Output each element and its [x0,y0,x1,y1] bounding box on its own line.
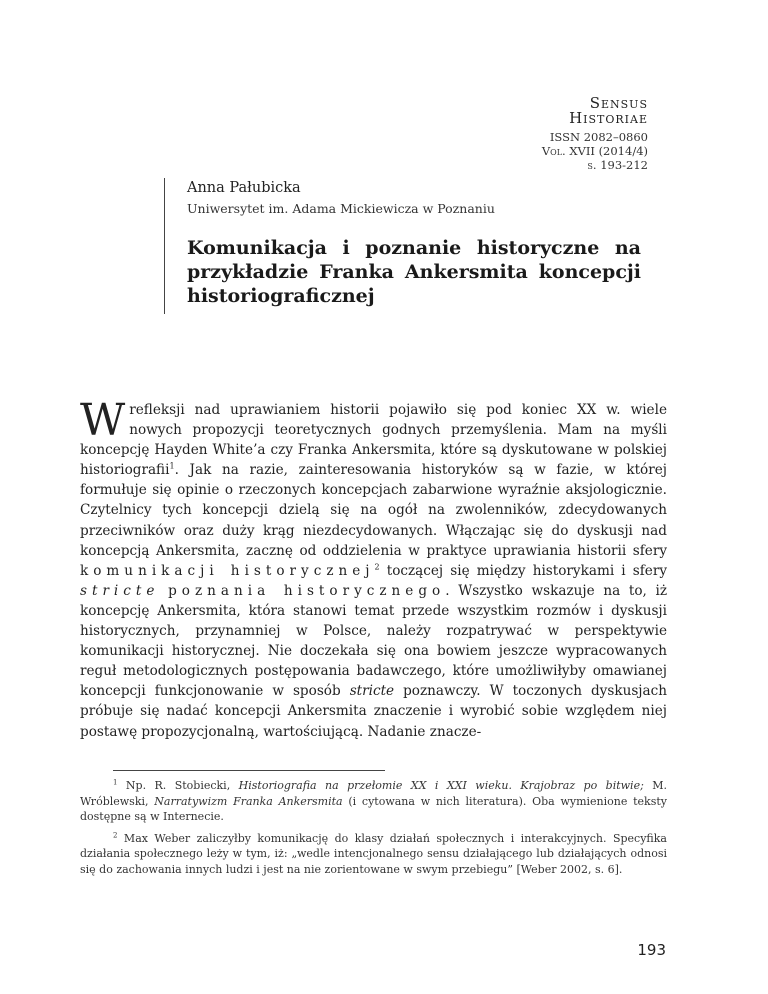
text-run: toczącej się między historykami i sfery [379,562,667,579]
journal-header [542,96,648,172]
text-run: poznawczy. W toczonych dyskusjach próbuje się nadać koncepcji Ankersmita znaczenie i wyrobić sobie względem niej postawę propozycjonalną, wartościującą. Nadanie znacze- [80,683,667,740]
journal-title-line1: Sensus [589,94,648,112]
author-name: Anna Pałubicka [187,180,301,196]
footnote-text: (i cytowana w nich literatura). Oba wymienione teksty dostępne są w Internecie. [80,794,668,823]
journal-title-line2: Historiae [569,109,648,127]
footnote-italic: Narratywizm Franka Ankersmita [154,794,343,808]
spaced-term: poznania historycznego [168,582,446,599]
article-title: Komunikacja i poznanie historyczne na przykładzie Franka Ankersmita koncepcji historiograficznej [187,237,641,307]
footnotes [80,778,667,883]
text-run [159,583,168,599]
footnote-2 [80,831,667,878]
author-affiliation: Uniwersytet im. Adama Mickiewicza w Poznaniu [187,201,495,216]
text-run: refleksji nad uprawianiem historii pojawiło się pod koniec XX w. wiele nowych propozycji teoretycznych godnych przemyślenia. Mam na myśli koncepcję Hayden White’a czy Franka Ankersmita, które są dyskutowane w polskiej historiografii [80,402,667,479]
footnote-number: 1 [113,778,118,787]
journal-meta [542,130,648,172]
journal-volume: Vol. XVII (2014/4) [541,144,648,158]
italic-term: stricte [349,683,395,700]
paragraph [80,395,667,742]
spaced-italic-term: stricte [80,582,160,599]
footnote-ref-1[interactable]: 1 [169,461,175,471]
footnote-text: Np. R. Stobiecki, [117,779,239,792]
text-run: . Jak na razie, zainteresowania historyków są w fazie, w której formułuje się opinie o rzeczonych koncepcjach zabarwione wyraźnie aksjologicznie. Czytelnicy tych koncepcji dzielą się na ogół na zwolenników, zdecydowanych przeciwników oraz duży krąg niezdecydowanych. Włączając się do dyskusji nad koncepcją Ankersmita, zacznę od oddzielenia w praktyce uprawiania historii sfery [80,462,667,559]
footnote-ref-2[interactable]: 2 [374,562,380,572]
journal-issn: ISSN 2082–0860 [549,130,648,144]
vertical-rule [164,178,165,314]
page-number: 193 [637,941,666,959]
footnote-rule [113,770,385,771]
article-body [80,395,667,742]
footnote-1 [80,778,667,825]
footnote-text: M. Wróblewski, [80,779,667,808]
footnote-text: Max Weber zaliczyłby komunikację do klasy działań społecznych i interakcyjnych. Specyfika działania społecznego leży w tym, iż: „wedle intencjonalnego sensu działającego lub działających odnosi się do zachowania innych ludzi i jest na nie zorientowane w swym przebiegu” [Weber 2002, s. 6]. [80,831,667,876]
footnote-italic: Historiografia na przełomie XX i XXI wieku. Krajobraz po bitwie; [238,779,644,792]
text-run: . Wszystko wskazuje na to, iż koncepcję Ankersmita, która stanowi temat przede wszystkim rozmów i dyskusji historycznych, przynamniej w Polsce, należy rozpatrywać w perspektywie komunikacji historycznej. Nie doczekała się ona bowiem jeszcze wypracowanych reguł metodologicznych postępowania badawczego, które umożliwiłyby omawianej koncepcji funkcjonowanie w sposób [80,582,667,700]
drop-cap: W [80,395,126,446]
footnote-number: 2 [113,830,118,839]
spaced-term: komunikacji historycznej [80,562,375,579]
journal-pages: s. 193-212 [587,158,648,172]
